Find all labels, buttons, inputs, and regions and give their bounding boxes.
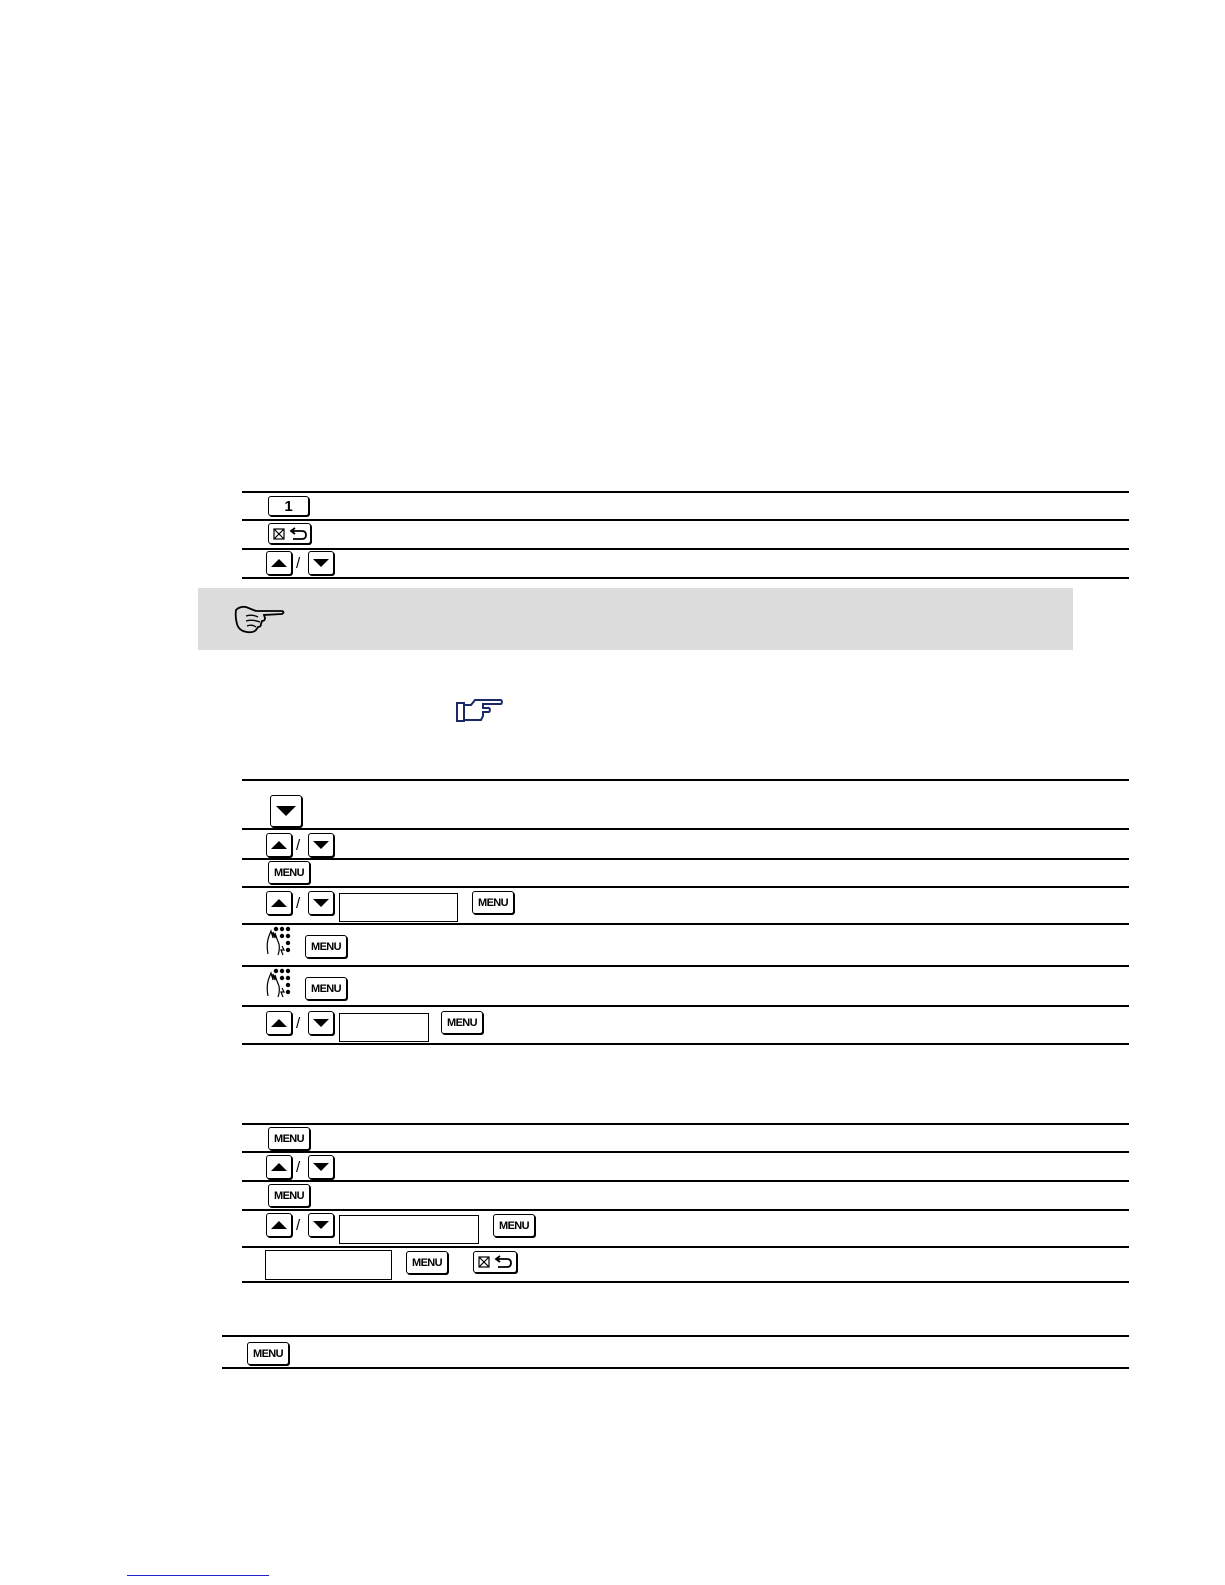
down-arrow-button[interactable] <box>308 1213 334 1237</box>
arrow-down-icon <box>313 558 329 568</box>
reference-hand-icon <box>455 697 503 723</box>
mute-back-icon <box>476 1254 514 1270</box>
separator-slash: / <box>296 1217 301 1234</box>
menu-button[interactable]: MENU <box>305 977 347 1000</box>
separator-slash: / <box>296 1015 301 1032</box>
menu-button[interactable]: MENU <box>247 1342 289 1365</box>
menu-button[interactable]: MENU <box>441 1011 483 1034</box>
table4-rule-top <box>222 1335 1129 1337</box>
arrow-up-icon <box>271 1018 287 1028</box>
arrow-down-icon <box>313 1162 329 1172</box>
display-field <box>339 1215 479 1244</box>
footer-link[interactable] <box>127 1575 269 1576</box>
table2-rule <box>242 965 1129 967</box>
menu-button[interactable]: MENU <box>268 1127 310 1150</box>
display-field <box>339 1013 429 1042</box>
table3-rule <box>242 1151 1129 1153</box>
table3-rule <box>242 1180 1129 1182</box>
table1-rule-top <box>242 491 1129 493</box>
menu-button[interactable]: MENU <box>305 935 347 958</box>
pointing-hand-icon <box>234 602 286 634</box>
up-arrow-button[interactable] <box>266 1155 292 1179</box>
menu-button[interactable]: MENU <box>406 1251 448 1274</box>
up-arrow-button[interactable] <box>266 1011 292 1035</box>
note-box <box>198 588 1073 650</box>
arrow-up-icon <box>271 558 287 568</box>
up-arrow-button[interactable] <box>266 1213 292 1237</box>
table2-rule-bottom <box>242 1043 1129 1045</box>
display-field <box>265 1250 392 1280</box>
table3-rule <box>242 1209 1129 1211</box>
down-arrow-button[interactable] <box>270 795 302 827</box>
down-arrow-button[interactable] <box>308 551 334 575</box>
menu-button[interactable]: MENU <box>493 1214 535 1237</box>
table2-rule <box>242 858 1129 860</box>
key-1-button[interactable]: 1 <box>268 496 309 516</box>
arrow-up-icon <box>271 898 287 908</box>
display-field <box>339 893 458 922</box>
keypad-icon <box>266 926 292 956</box>
arrow-down-icon <box>313 1018 329 1028</box>
down-arrow-button[interactable] <box>308 891 334 915</box>
down-arrow-button[interactable] <box>308 1155 334 1179</box>
down-arrow-button[interactable] <box>308 1011 334 1035</box>
up-arrow-button[interactable] <box>266 833 292 857</box>
menu-button[interactable]: MENU <box>268 1184 310 1207</box>
separator-slash: / <box>296 1159 301 1176</box>
mute-back-button[interactable] <box>268 523 311 544</box>
keypad-icon <box>266 968 292 998</box>
table1-rule <box>242 519 1129 521</box>
separator-slash: / <box>296 895 301 912</box>
mute-back-icon <box>271 526 309 542</box>
down-arrow-button[interactable] <box>308 833 334 857</box>
table3-rule-bottom <box>242 1281 1129 1283</box>
table4-rule-bottom <box>222 1367 1129 1369</box>
table2-rule <box>242 828 1129 830</box>
up-arrow-button[interactable] <box>266 891 292 915</box>
table2-rule <box>242 1005 1129 1007</box>
arrow-down-icon <box>313 1220 329 1230</box>
menu-button[interactable]: MENU <box>268 861 310 884</box>
table2-rule-top <box>242 779 1129 781</box>
menu-button[interactable]: MENU <box>472 891 514 914</box>
table3-rule <box>242 1246 1129 1248</box>
table1-rule <box>242 548 1129 550</box>
arrow-up-icon <box>271 1162 287 1172</box>
separator-slash: / <box>296 555 301 572</box>
arrow-up-icon <box>271 1220 287 1230</box>
arrow-up-icon <box>271 840 287 850</box>
table2-rule <box>242 923 1129 925</box>
arrow-down-icon <box>313 898 329 908</box>
table1-rule-bottom <box>242 577 1129 579</box>
table3-rule-top <box>242 1123 1129 1125</box>
arrow-down-icon <box>313 840 329 850</box>
arrow-down-icon <box>276 805 296 817</box>
table2-rule <box>242 886 1129 888</box>
mute-back-button[interactable] <box>473 1251 517 1273</box>
up-arrow-button[interactable] <box>266 551 292 575</box>
separator-slash: / <box>296 837 301 854</box>
